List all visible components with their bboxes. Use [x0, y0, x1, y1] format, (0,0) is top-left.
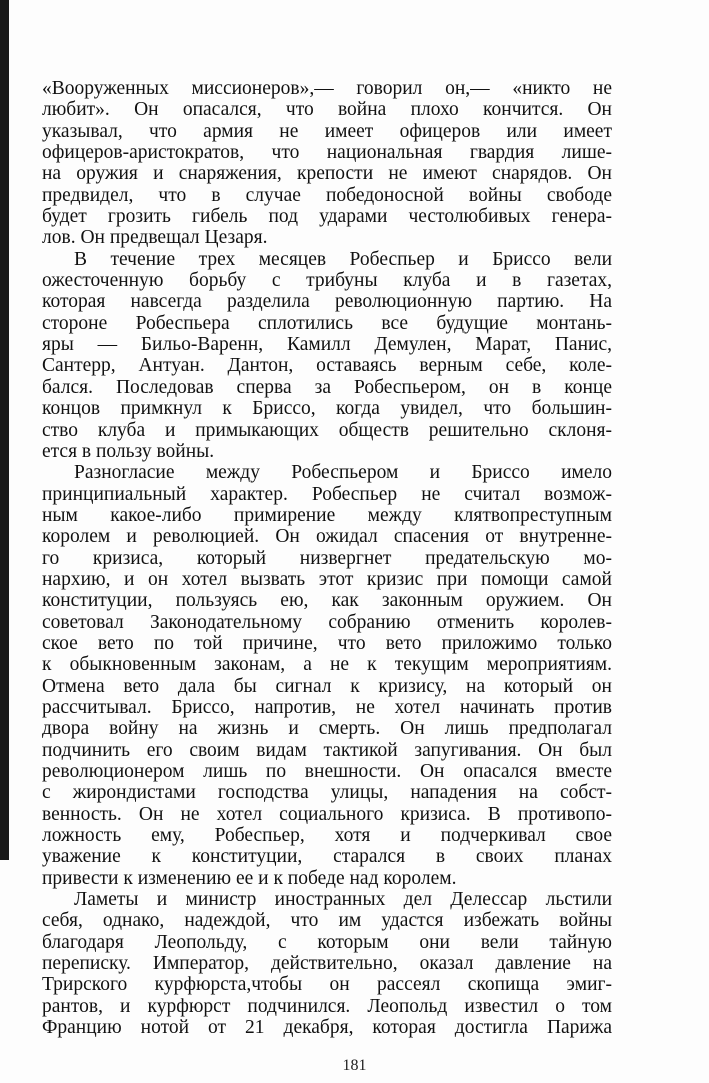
text-line: нархию, и он хотел вызвать этот кризис при помощи самой	[42, 568, 612, 590]
text-line: ское вето по той причине, что вето приложимо только	[42, 632, 612, 654]
text-line: В течение трех месяцев Робеспьер и Бриссо вели	[74, 248, 612, 270]
text-line: бался. Последовав сперва за Робеспьером, он в конце	[42, 376, 612, 398]
text-line: яры — Бильо-Варенн, Камилл Демулен, Марат, Панис,	[42, 334, 612, 356]
text-line: ство клуба и примыкающих обществ решительно склоня-	[42, 419, 612, 441]
text-line: себя, однако, надеждой, что им удастся избежать войны	[42, 910, 612, 932]
text-line: любит». Он опасался, что война плохо кончится. Он	[42, 99, 612, 121]
text-line: венность. Он не хотел социального кризиса. В противопо-	[42, 803, 612, 825]
text-line: ным какое-либо примирение между клятвопреступным	[42, 504, 612, 526]
text-line: предвидел, что в случае победоносной войны свободе	[42, 184, 612, 206]
scan-edge-shadow	[0, 0, 9, 860]
text-line: Францию нотой от 21 декабря, которая достигла Парижа	[42, 1017, 612, 1039]
text-line: офицеров-аристократов, что национальная гвардия лише-	[42, 142, 612, 164]
text-line: переписку. Император, действительно, оказал давление на	[42, 953, 612, 975]
text-line: конституции, пользуясь ею, как законным оружием. Он	[42, 590, 612, 612]
text-line: «Вооруженных миссионеров»,— говорил он,— «никто не	[42, 78, 612, 99]
text-line: концов примкнул к Бриссо, когда увидел, что большин-	[42, 398, 612, 420]
text-line: ожесточенную борьбу с трибуны клуба и в газетах,	[42, 270, 612, 292]
text-line: Сантерр, Антуан. Дантон, оставаясь верным себе, коле-	[42, 355, 612, 377]
text-line: Трирского курфюрста,чтобы он рассеял скопища эмиг-	[42, 974, 612, 996]
text-line: Разногласие между Робеспьером и Бриссо имело	[74, 462, 612, 484]
text-line: указывал, что армия не имеет офицеров или имеет	[42, 120, 612, 142]
text-line: которая навсегда разделила революционную партию. На	[42, 291, 612, 313]
body-text	[42, 78, 612, 1038]
text-line: ложность ему, Робеспьер, хотя и подчеркивал свое	[42, 825, 612, 847]
text-line: благодаря Леопольду, с которым они вели тайную	[42, 931, 612, 953]
text-line: двора войну на жизнь и смерть. Он лишь предполагал	[42, 718, 612, 740]
text-line: ется в пользу войны.	[42, 440, 215, 462]
text-line: Ламеты и министр иностранных дел Делессар льстили	[74, 889, 612, 911]
text-line: революционером лишь по внешности. Он опасался вместе	[42, 761, 612, 782]
text-line: рассчитывал. Бриссо, напротив, не хотел начинать против	[42, 696, 612, 718]
text-line: стороне Робеспьера сплотились все будущие монтань-	[42, 312, 612, 334]
text-line: принципиальный характер. Робеспьер не считал возмож-	[42, 483, 612, 505]
text-line: подчинить его своим видам тактикой запугивания. Он был	[42, 739, 612, 761]
text-line: лов. Он предвещал Цезаря.	[42, 227, 268, 249]
text-line: го кризиса, который низвергнет предательскую мо-	[42, 547, 612, 569]
text-line: на оружия и снаряжения, крепости не имеют снарядов. Он	[42, 163, 612, 185]
text-line: Отмена вето дала бы сигнал к кризису, на который он	[42, 675, 612, 697]
text-line: уважение к конституции, старался в своих планах	[42, 846, 612, 868]
text-line: будет грозить гибель под ударами честолюбивых генера-	[42, 206, 612, 228]
text-line: с жирондистами господства улицы, нападения на собст-	[42, 782, 612, 804]
text-line: к обыкновенным законам, а не к текущим мероприятиям.	[42, 654, 612, 676]
text-line: королем и революцией. Он ожидал спасения от внутренне-	[42, 526, 612, 548]
text-line: рантов, и курфюрст подчинился. Леопольд известил о том	[42, 995, 612, 1017]
text-line: привести к изменению ее и к победе над королем.	[42, 867, 457, 889]
text-line: советовал Законодательному собранию отменить королев-	[42, 611, 612, 633]
page-number: 181	[342, 1057, 367, 1074]
